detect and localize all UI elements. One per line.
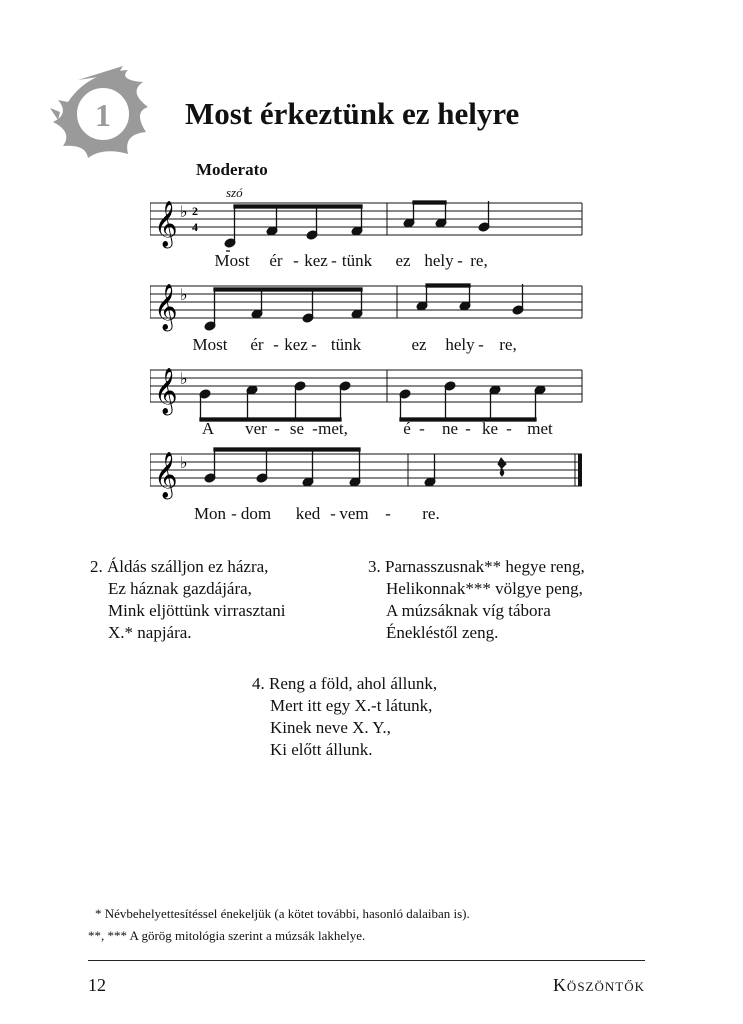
lyric-syllable: - — [273, 335, 279, 354]
lyric-syllable: vem — [339, 504, 369, 523]
svg-text:♭: ♭ — [180, 453, 188, 472]
lyric-syllable: - — [465, 419, 471, 438]
verse-3 — [368, 556, 585, 644]
svg-text:4: 4 — [192, 220, 198, 234]
song-number: 1 — [95, 97, 111, 133]
lyric-syllable: tünk — [341, 251, 373, 270]
lyric-syllable: ez — [411, 335, 427, 354]
page-number: 12 — [88, 975, 106, 995]
footer-rule — [88, 960, 645, 961]
lyric-syllable: Most — [214, 251, 250, 270]
solfa-annotation: szó — [226, 185, 243, 200]
music-staff-3 — [150, 360, 585, 430]
lyric-syllable: - — [331, 251, 337, 270]
lyric-syllable: A — [201, 419, 215, 438]
svg-text:♭: ♭ — [180, 285, 188, 304]
verse-2-line-3: Mink eljöttünk virrasztani — [108, 601, 286, 620]
lyric-syllable: ver — [245, 419, 267, 438]
lyric-syllable: - — [478, 335, 484, 354]
lyric-syllable: - — [311, 335, 317, 354]
song-number-badge — [48, 62, 158, 162]
lyric-syllable: ér — [269, 251, 283, 270]
lyric-syllable: ke — [481, 419, 499, 438]
lyric-syllable: hely — [424, 251, 454, 270]
lyric-syllable: se — [289, 419, 305, 438]
lyric-syllable: tünk — [330, 335, 362, 354]
lyric-syllable: ér — [250, 335, 264, 354]
lyric-syllable: ked — [295, 504, 321, 523]
footnote-1: * Névbehelyettesítéssel énekeljük (a kötet további, hasonló dalaiban is). — [95, 906, 470, 921]
lyric-syllable: - — [293, 251, 299, 270]
svg-text:𝄞: 𝄞 — [154, 368, 178, 414]
svg-text:𝄞: 𝄞 — [154, 201, 178, 247]
lyric-syllable: met, — [318, 419, 348, 438]
verse-3-line-2: Helikonnak*** völgye peng, — [386, 579, 583, 598]
lyric-syllable: re. — [422, 504, 440, 523]
verse-4-line-3: Kinek neve X. Y., — [270, 718, 391, 737]
verse-2-line-1: 2. Áldás szálljon ez házra, — [90, 557, 269, 576]
lyric-syllable: - — [506, 419, 512, 438]
verse-3-line-4: Énekléstől zeng. — [386, 623, 499, 642]
lyric-syllable: - — [457, 251, 463, 270]
verse-4-line-4: Ki előtt állunk. — [270, 740, 373, 759]
lyric-syllable: - — [231, 504, 237, 523]
section-title: Köszöntők — [552, 975, 645, 995]
verse-2 — [90, 556, 286, 644]
lyric-syllable: - — [312, 419, 318, 438]
verse-2-line-2: Ez háznak gazdájára, — [108, 579, 252, 598]
lyric-syllable: kez — [284, 335, 308, 354]
lyric-syllable: dom — [240, 504, 272, 523]
lyric-syllable: met — [527, 419, 553, 438]
verse-3-line-3: A múzsáknak víg tábora — [386, 601, 551, 620]
lyric-syllable: re, — [470, 251, 488, 270]
verse-4 — [252, 673, 437, 761]
lyric-syllable: hely — [445, 335, 475, 354]
svg-text:♭: ♭ — [180, 369, 188, 388]
lyric-syllable: Mon — [193, 504, 227, 523]
lyric-syllable: - — [385, 504, 391, 523]
verse-2-line-4: X.* napjára. — [108, 623, 192, 642]
verse-3-line-1: 3. Parnasszusnak** hegye reng, — [368, 557, 585, 576]
lyric-syllable: - — [419, 419, 425, 438]
svg-text:♭: ♭ — [180, 202, 188, 221]
lyric-syllable: - — [330, 504, 336, 523]
svg-text:𝄞: 𝄞 — [154, 284, 178, 330]
svg-text:𝄞: 𝄞 — [154, 452, 178, 498]
song-title: Most érkeztünk ez helyre — [185, 96, 520, 131]
lyric-syllable: re, — [499, 335, 517, 354]
lyric-syllable: ez — [395, 251, 411, 270]
lyric-syllable: ne — [441, 419, 459, 438]
footnote-2: **, *** A görög mitológia szerint a múzsák lakhelye. — [88, 928, 366, 943]
lyric-syllable: Most — [192, 335, 228, 354]
lyric-syllable: kez — [304, 251, 328, 270]
lyric-syllable: - — [274, 419, 280, 438]
svg-text:2: 2 — [192, 204, 198, 218]
lyric-syllable: é — [403, 419, 411, 438]
tempo-marking: Moderato — [196, 160, 268, 179]
verse-4-line-1: 4. Reng a föld, ahol állunk, — [252, 674, 438, 693]
verse-4-line-2: Mert itt egy X.-t látunk, — [270, 696, 433, 715]
